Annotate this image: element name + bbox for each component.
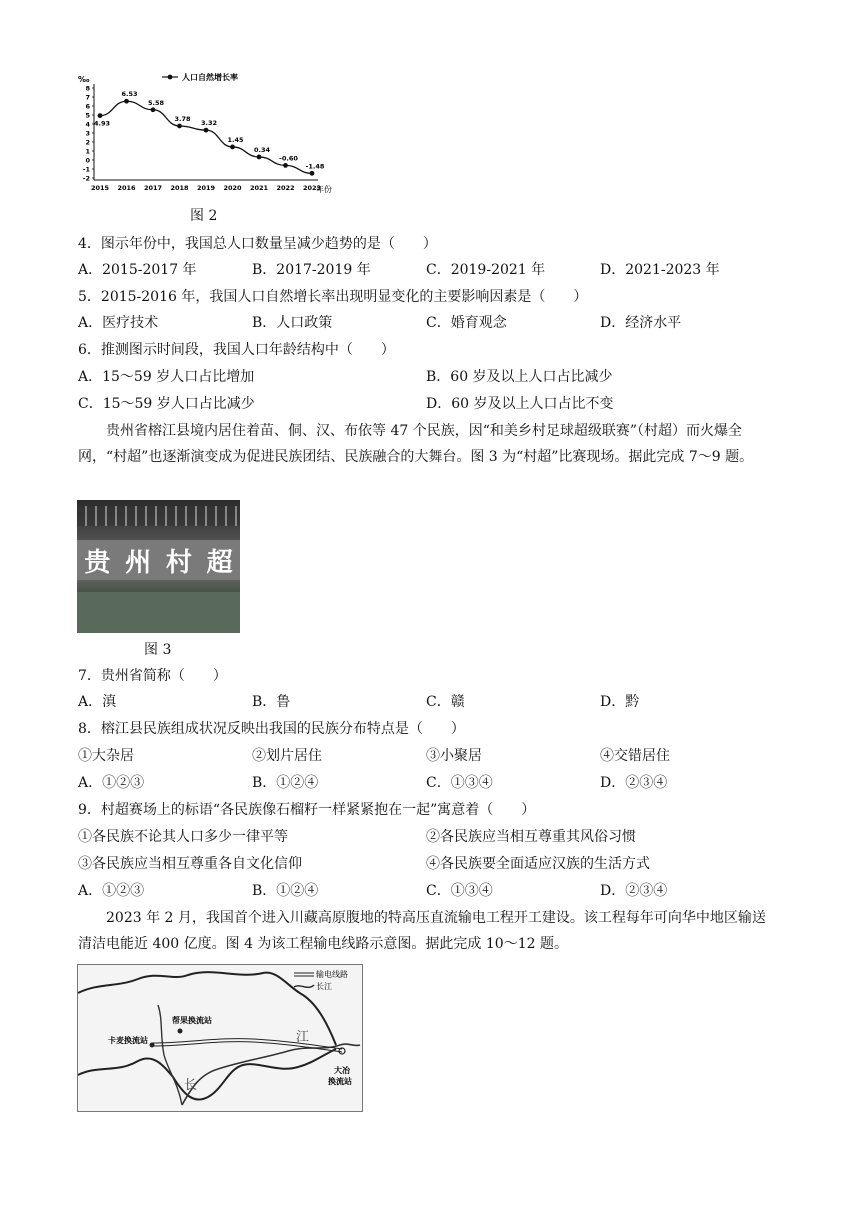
x-tick-label-2015: 2015 bbox=[90, 184, 110, 192]
q6-option-d: D．60 岁及以上人口占比不变 bbox=[426, 396, 614, 412]
data-point-2023 bbox=[310, 171, 315, 176]
kamai-station-label: 卡麦换流站 bbox=[108, 1036, 148, 1045]
river-label-jiang: 江 bbox=[296, 1030, 310, 1045]
q9-item-4: ④各民族要全面适应汉族的生活方式 bbox=[426, 856, 650, 872]
passage-power-line: 2023 年 2 月，我国首个进入川藏高原腹地的特高压直流输电工程开工建设。该工程每年可向华中地区输送清洁电能近 400 亿度。图 4 为该工程输电线路示意图。据此完成 10～12 题。 bbox=[78, 910, 766, 952]
kamai-station-icon bbox=[150, 1043, 155, 1048]
q7-stem: 7．贵州省简称（ ） bbox=[78, 668, 227, 684]
data-point-2022 bbox=[283, 163, 288, 168]
q7-option-b: B．鲁 bbox=[252, 694, 291, 710]
q8-stem: 8．榕江县民族组成状况反映出我国的民族分布特点是（ ） bbox=[78, 721, 465, 737]
series-line-natural-growth bbox=[100, 98, 312, 173]
q4-option-a: A．2015-2017 年 bbox=[78, 262, 197, 278]
q5-option-a: A．医疗技术 bbox=[78, 315, 159, 331]
q6-option-c: C．15～59 岁人口占比减少 bbox=[78, 396, 255, 412]
banner-char-2: 州 bbox=[125, 547, 152, 578]
legend-river-icon bbox=[294, 985, 314, 987]
river-label-chang: 长 bbox=[184, 1078, 198, 1093]
q7-option-c: C．赣 bbox=[426, 694, 465, 710]
x-tick-label-2017: 2017 bbox=[143, 184, 163, 192]
q6-option-b: B．60 岁及以上人口占比减少 bbox=[426, 369, 613, 385]
map-svg bbox=[78, 965, 362, 1111]
q8-option-d: D．②③④ bbox=[600, 775, 668, 791]
x-tick-label-2020: 2020 bbox=[223, 184, 242, 192]
y-tick-label-0: 8 bbox=[85, 84, 90, 93]
y-tick-label-3: 5 bbox=[85, 111, 90, 120]
q8-option-a: A．①②③ bbox=[78, 775, 145, 791]
y-tick-label-6: 2 bbox=[85, 138, 90, 147]
banner-char-4: 超 bbox=[206, 547, 233, 578]
q9-item-3: ③各民族应当相互尊重各自文化信仰 bbox=[78, 856, 302, 872]
q8-item-3: ③小聚居 bbox=[426, 748, 482, 764]
q9-stem: 9．村超赛场上的标语“各民族像石榴籽一样紧紧抱在一起”寓意着（ ） bbox=[78, 802, 536, 818]
figure3-caption: 图 3 bbox=[144, 642, 172, 658]
banner-char-1: 贵 bbox=[84, 547, 111, 578]
q5-option-c: C．婚育观念 bbox=[426, 315, 507, 331]
q7-option-d: D．黔 bbox=[600, 694, 640, 710]
data-label-2017: 5.58 bbox=[147, 98, 165, 107]
data-point-2018 bbox=[177, 124, 182, 129]
data-label-2018: 3.78 bbox=[174, 114, 191, 123]
q8-item-2: ②划片居住 bbox=[252, 748, 322, 764]
x-tick-label-2021: 2021 bbox=[249, 184, 269, 192]
stadium-lights bbox=[77, 506, 240, 526]
data-point-2017 bbox=[151, 107, 156, 112]
power-line-map bbox=[77, 964, 363, 1112]
cunchao-photo bbox=[77, 500, 240, 633]
q5-option-b: B．人口政策 bbox=[252, 315, 333, 331]
chart-svg bbox=[74, 68, 344, 196]
figure2-caption: 图 2 bbox=[190, 208, 218, 224]
q9-option-c: C．①③④ bbox=[426, 883, 493, 899]
y-tick-label-8: 0 bbox=[85, 156, 90, 165]
q9-option-d: D．②③④ bbox=[600, 883, 668, 899]
data-label-2015: 4.93 bbox=[93, 119, 111, 128]
chart-unit: ‰ bbox=[78, 75, 90, 84]
x-tick-label-2019: 2019 bbox=[196, 184, 216, 192]
q4-option-b: B．2017-2019 年 bbox=[252, 262, 371, 278]
bangguo-station-label: 帮果换流站 bbox=[172, 1016, 212, 1025]
bangguo-station-icon bbox=[178, 1029, 183, 1034]
y-tick-label-5: 3 bbox=[85, 129, 90, 138]
banner-char-3: 村 bbox=[165, 547, 192, 578]
data-label-2022: -0.60 bbox=[279, 154, 298, 163]
q9-option-b: B．①②④ bbox=[252, 883, 319, 899]
data-label-2021: 0.34 bbox=[253, 145, 271, 154]
data-label-2019: 3.32 bbox=[200, 119, 218, 128]
q9-item-1: ①各民族不论其人口多少一律平等 bbox=[78, 829, 288, 845]
x-tick-label-2016: 2016 bbox=[117, 184, 136, 192]
x-tick-label-2023: 2023 bbox=[302, 184, 322, 192]
x-tick-label-2018: 2018 bbox=[170, 184, 189, 192]
population-growth-chart bbox=[74, 68, 344, 196]
power-line-bottom bbox=[152, 1042, 342, 1052]
y-tick-label-10: -2 bbox=[82, 174, 90, 183]
q9-item-2: ②各民族应当相互尊重其风俗习惯 bbox=[426, 829, 636, 845]
x-tick-label-2022: 2022 bbox=[276, 184, 295, 192]
y-tick-label-2: 6 bbox=[85, 102, 90, 111]
q4-option-d: D．2021-2023 年 bbox=[600, 262, 720, 278]
q4-option-c: C．2019-2021 年 bbox=[426, 262, 546, 278]
x-axis-label: 年份 bbox=[316, 185, 332, 194]
q8-item-1: ①大杂居 bbox=[78, 748, 134, 764]
q8-option-b: B．①②④ bbox=[252, 775, 319, 791]
q5-stem: 5．2015-2016 年，我国人口自然增长率出现明显变化的主要影响因素是（ ） bbox=[78, 289, 588, 305]
legend-marker-icon bbox=[168, 75, 173, 80]
q7-option-a: A．滇 bbox=[78, 694, 117, 710]
y-tick-label-1: 7 bbox=[85, 93, 90, 102]
q5-option-d: D．经济水平 bbox=[600, 315, 682, 331]
y-tick-label-9: -1 bbox=[82, 165, 90, 174]
q9-option-a: A．①②③ bbox=[78, 883, 145, 899]
data-label-2020: 1.45 bbox=[227, 135, 244, 144]
data-point-2019 bbox=[204, 128, 209, 133]
football-field bbox=[77, 592, 240, 633]
passage-cunchao: 贵州省榕江县境内居住着苗、侗、汉、布依等 47 个民族，因“和美乡村足球超级联赛”（村超）而火爆全网，“村超”也逐渐演变成为促进民族团结、民族融合的大舞台。图 3 为“村超”比赛现场。据此完成 7～9 题。 bbox=[78, 423, 754, 465]
data-point-2015 bbox=[98, 113, 103, 118]
q6-stem: 6．推测图示时间段，我国人口年龄结构中（ ） bbox=[78, 342, 395, 358]
chart-legend: 人口自然增长率 bbox=[182, 73, 238, 82]
photo-banner bbox=[77, 540, 240, 580]
data-label-2023: -1.48 bbox=[305, 162, 325, 171]
y-tick-label-4: 4 bbox=[85, 120, 90, 129]
q8-option-c: C．①③④ bbox=[426, 775, 493, 791]
legend-yangtze: 长江 bbox=[316, 982, 332, 991]
data-point-2020 bbox=[230, 145, 235, 150]
q8-item-4: ④交错居住 bbox=[600, 748, 670, 764]
daye-station-label-2: 换流站 bbox=[328, 1077, 352, 1086]
y-tick-label-7: 1 bbox=[85, 147, 90, 156]
daye-station-label-1: 大冶 bbox=[334, 1066, 350, 1075]
data-label-2016: 6.53 bbox=[121, 90, 138, 99]
data-point-2016 bbox=[124, 99, 129, 104]
data-point-2021 bbox=[257, 155, 262, 160]
legend-power-line: 输电线路 bbox=[316, 970, 348, 979]
q4-stem: 4．图示年份中，我国总人口数量呈减少趋势的是（ ） bbox=[78, 236, 437, 252]
q6-option-a: A．15～59 岁人口占比增加 bbox=[78, 369, 255, 385]
